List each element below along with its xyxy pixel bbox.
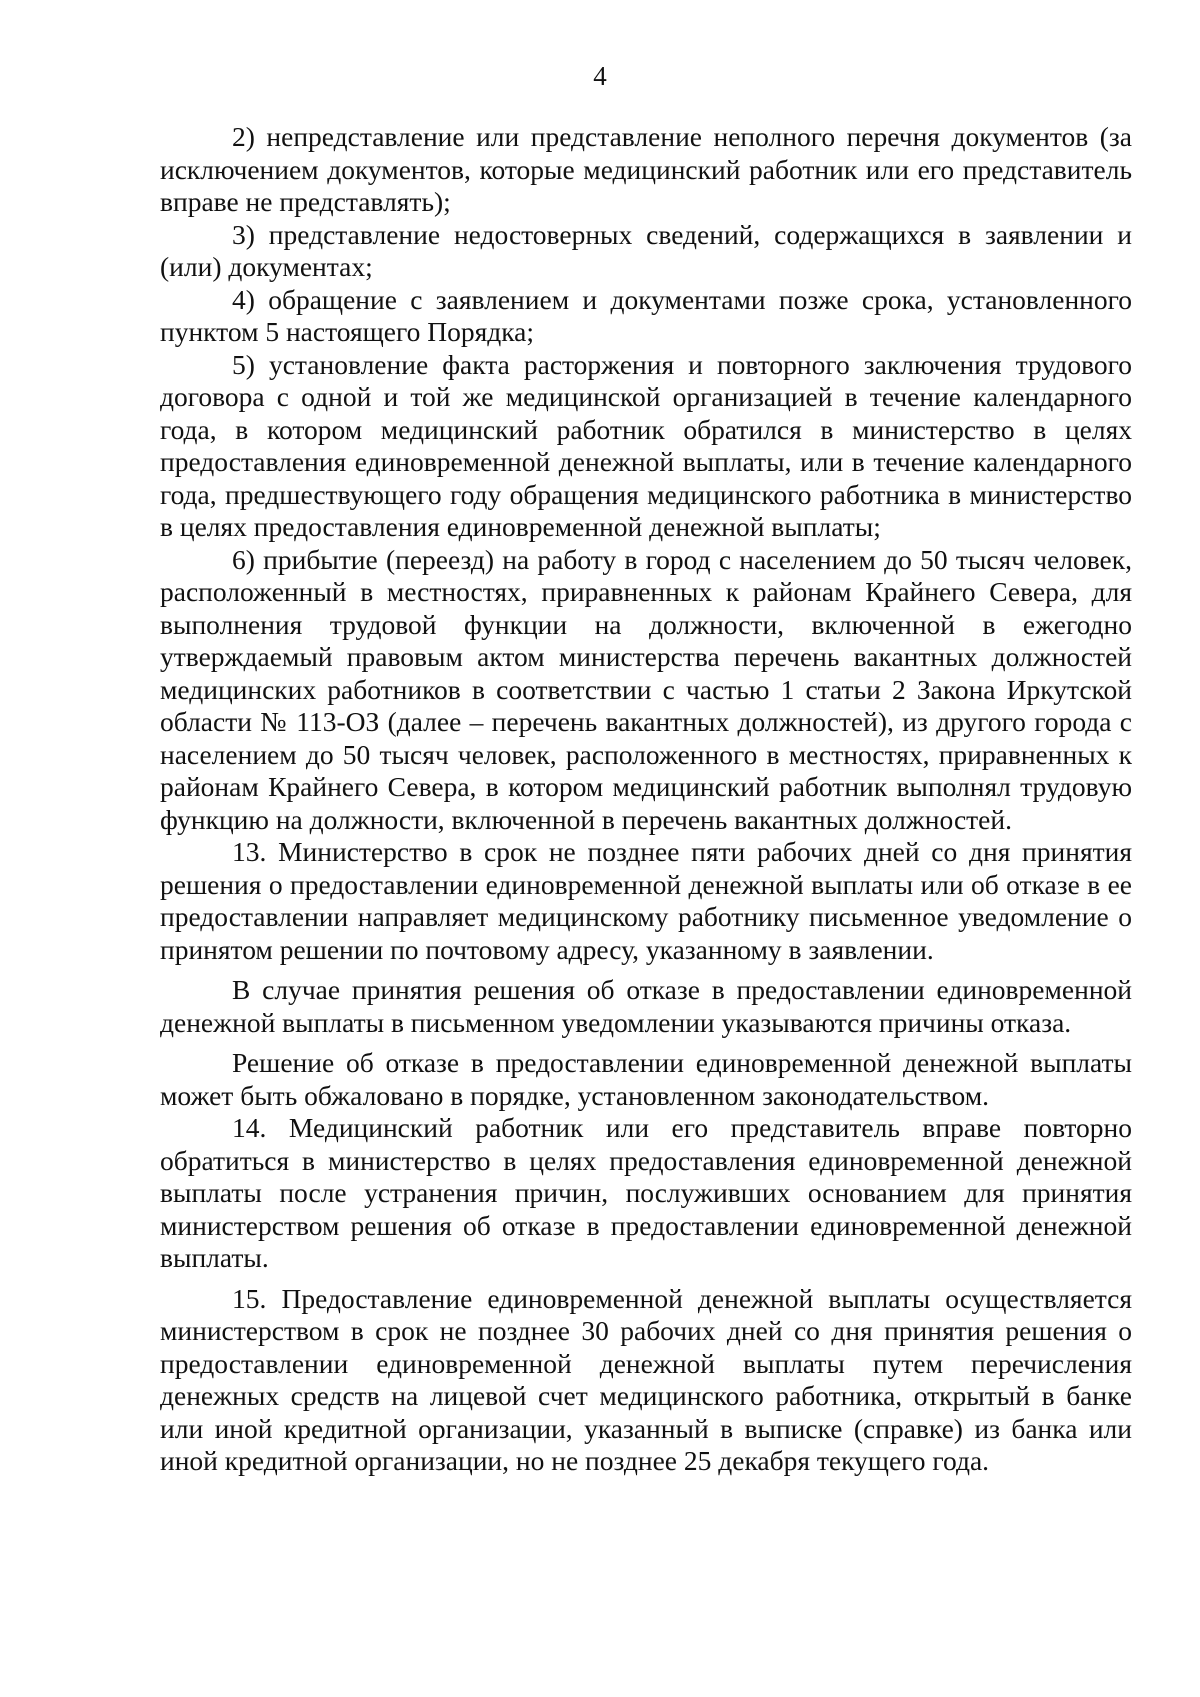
paragraph-item-2: 2) непредставление или представление неполного перечня документов (за исключением документов, которые медицинский работник или его представитель вправе не представлять); (160, 121, 1132, 217)
document-body (160, 121, 1132, 1478)
page-number: 4 (593, 61, 607, 91)
paragraph-13: 13. Министерство в срок не позднее пяти рабочих дней со дня принятия решения о предоставлении единовременной денежной выплаты или об отказе в ее предоставлении направляет медицинскому работнику письменное уведомление о принятом решении по почтовому адресу, указанному в заявлении. (160, 836, 1132, 965)
paragraph-item-3: 3) представление недостоверных сведений, содержащихся в заявлении и (или) документах; (160, 218, 1132, 282)
paragraph-item-6: 6) прибытие (переезд) на работу в город с населением до 50 тысяч человек, расположенный в местностях, приравненных к районам Крайнего Севера, для выполнения трудовой функции на должности, включенной в ежегодно утверждаемый правовым актом министерства перечень вакантных должностей медицинских работников в соответствии с частью 1 статьи 2 Закона Иркутской области № 113-ОЗ (далее – перечень вакантных должностей), из другого города с населением до 50 тысяч человек, расположенного в местностях, приравненных к районам Крайнего Севера, в котором медицинский работник выполнял трудовую функцию на должности, включенной в перечень вакантных должностей. (160, 543, 1132, 835)
paragraph-item-5: 5) установление факта расторжения и повторного заключения трудового договора с одной и той же медицинской организацией в течение календарного года, в котором медицинский работник обратился в министерство в целях предоставления единовременной денежной выплаты, или в течение календарного года, предшествующего году обращения медицинского работника в министерство в целях предоставления единовременной денежной выплаты; (160, 348, 1132, 542)
paragraph-item-4: 4) обращение с заявлением и документами позже срока, установленного пунктом 5 настоящего Порядка; (160, 283, 1132, 347)
paragraph-15: 15. Предоставление единовременной денежной выплаты осуществляется министерством в срок не позднее 30 рабочих дней со дня принятия решения о предоставлении единовременной денежной выплаты путем перечисления денежных средств на лицевой счет медицинского работника, открытый в банке или иной кредитной организации, указанный в выписке (справке) из банка или иной кредитной организации, но не позднее 25 декабря текущего года. (160, 1282, 1132, 1476)
paragraph-14: 14. Медицинский работник или его представитель вправе повторно обратиться в министерство в целях предоставления единовременной денежной выплаты после устранения причин, послуживших основанием для принятия министерством решения об отказе в предоставлении единовременной денежной выплаты. (160, 1112, 1132, 1273)
paragraph-appeal: Решение об отказе в предоставлении единовременной денежной выплаты может быть обжаловано в порядке, установленном законодательством. (160, 1047, 1132, 1111)
paragraph-refusal-reasons: В случае принятия решения об отказе в предоставлении единовременной денежной выплаты в письменном уведомлении указываются причины отказа. (160, 974, 1132, 1038)
